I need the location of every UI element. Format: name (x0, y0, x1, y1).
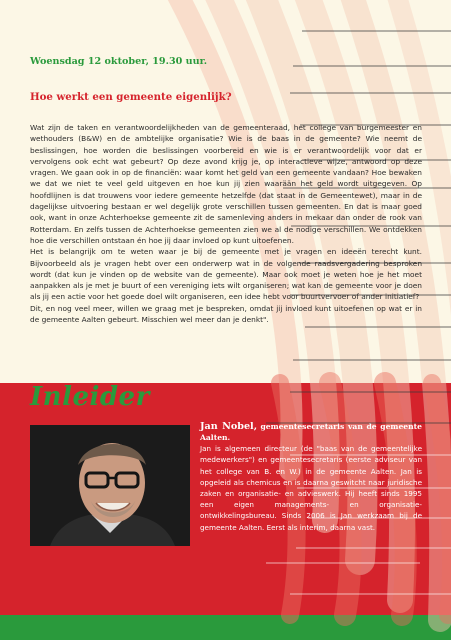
body-paragraph: Dit, en nog veel meer, willen we graag met je bespreken, omdat jij invloed kunt uitoefenen op wat er in de gemeente Aalten gebeurt. Misschien wel meer dan je denkt". (30, 303, 422, 325)
article-body (30, 122, 422, 325)
body-paragraph: Wat zijn de taken en verantwoordelijkheden van de gemeenteraad, het college van burgemeester en wethouders (B&W) en de ambtelijke organisatie? Wie is de baas in de gemeente? Wie neemt de beslissingen, hoe worden die beslissingen voorbereid en wie is er verantwoordelijk voor dat er vervolgens ook echt wat gebeurt? Op deze avond krijg je, op interactieve wijze, antwoord op deze vragen. We gaan ook in op de financiën: waar komt het geld van een gemeente vandaan? Hoe bewaken we dat we niet te veel geld uitgeven en hoe kun jij zien waarään het geld wordt uitgegeven. Op hoofdlijnen is dat trouwens voor iedere gemeente hetzelfde (dat staat in de Gemeentewet), maar in de dagelijkse uitvoering bestaan er wel degelijk grote verschillen tussen gemeenten. En dat is maar goed ook, want in onze Achterhoekse gemeente zit de samenleving anders in mekaar dan onder de rook van Rotterdam. En zelfs tussen de Achterhoekse gemeenten zien we al de nodige verschillen. We ontdekken hoe die verschillen ontstaan én hoe jij daar invloed op kunt uitoefenen. (30, 123, 422, 245)
event-date: Woensdag 12 oktober, 19.30 uur. (30, 56, 208, 67)
speaker-role: gemeentesecretaris van de gemeente Aalten. (200, 422, 422, 442)
page-title: Hoe werkt een gemeente eigenlijk? (30, 91, 232, 103)
section-title-inleider: Inleider (30, 382, 150, 412)
speaker-name: Jan Nobel, (200, 421, 258, 432)
speaker-heading (200, 422, 422, 443)
portrait-illustration (30, 425, 190, 546)
speaker-bio (200, 422, 422, 533)
speaker-photo (30, 425, 190, 546)
speaker-description: Jan is algemeen directeur (de "baas van de gemeentelijke medewerkers") en gemeentesecretaris (eerste adviseur van het college van B. en W.) in de gemeente Aalten. Jan is opgeleid als chemicus en is daarna geswitcht naar juridische zaken en organisatie- en advieswerk. Hij heeft sinds 1995 een eigen managements- en organisatie-ontwikkelingsbureau. Sinds 2006 is Jan werkzaam bij de gemeente Aalten. Eerst als interim, daarna vast. (200, 444, 422, 532)
body-paragraph: Het is belangrijk om te weten waar je bij de gemeente met je vragen en ideeën terecht kunt. Bijvoorbeeld als je vragen hebt over een onderwerp wat in de volgende raadsvergadering besproken wordt (dat kun je vinden op de website van de gemeente). Maar ook moet je weten hoe je het moet aanpakken als je met je buurt of een vereniging iets wilt organiseren; wat kan de gemeente voor je doen als jij een actie voor het goede doel wilt organiseren, een idee hebt voor buurtvervoer of ander initiatief? (30, 247, 422, 302)
